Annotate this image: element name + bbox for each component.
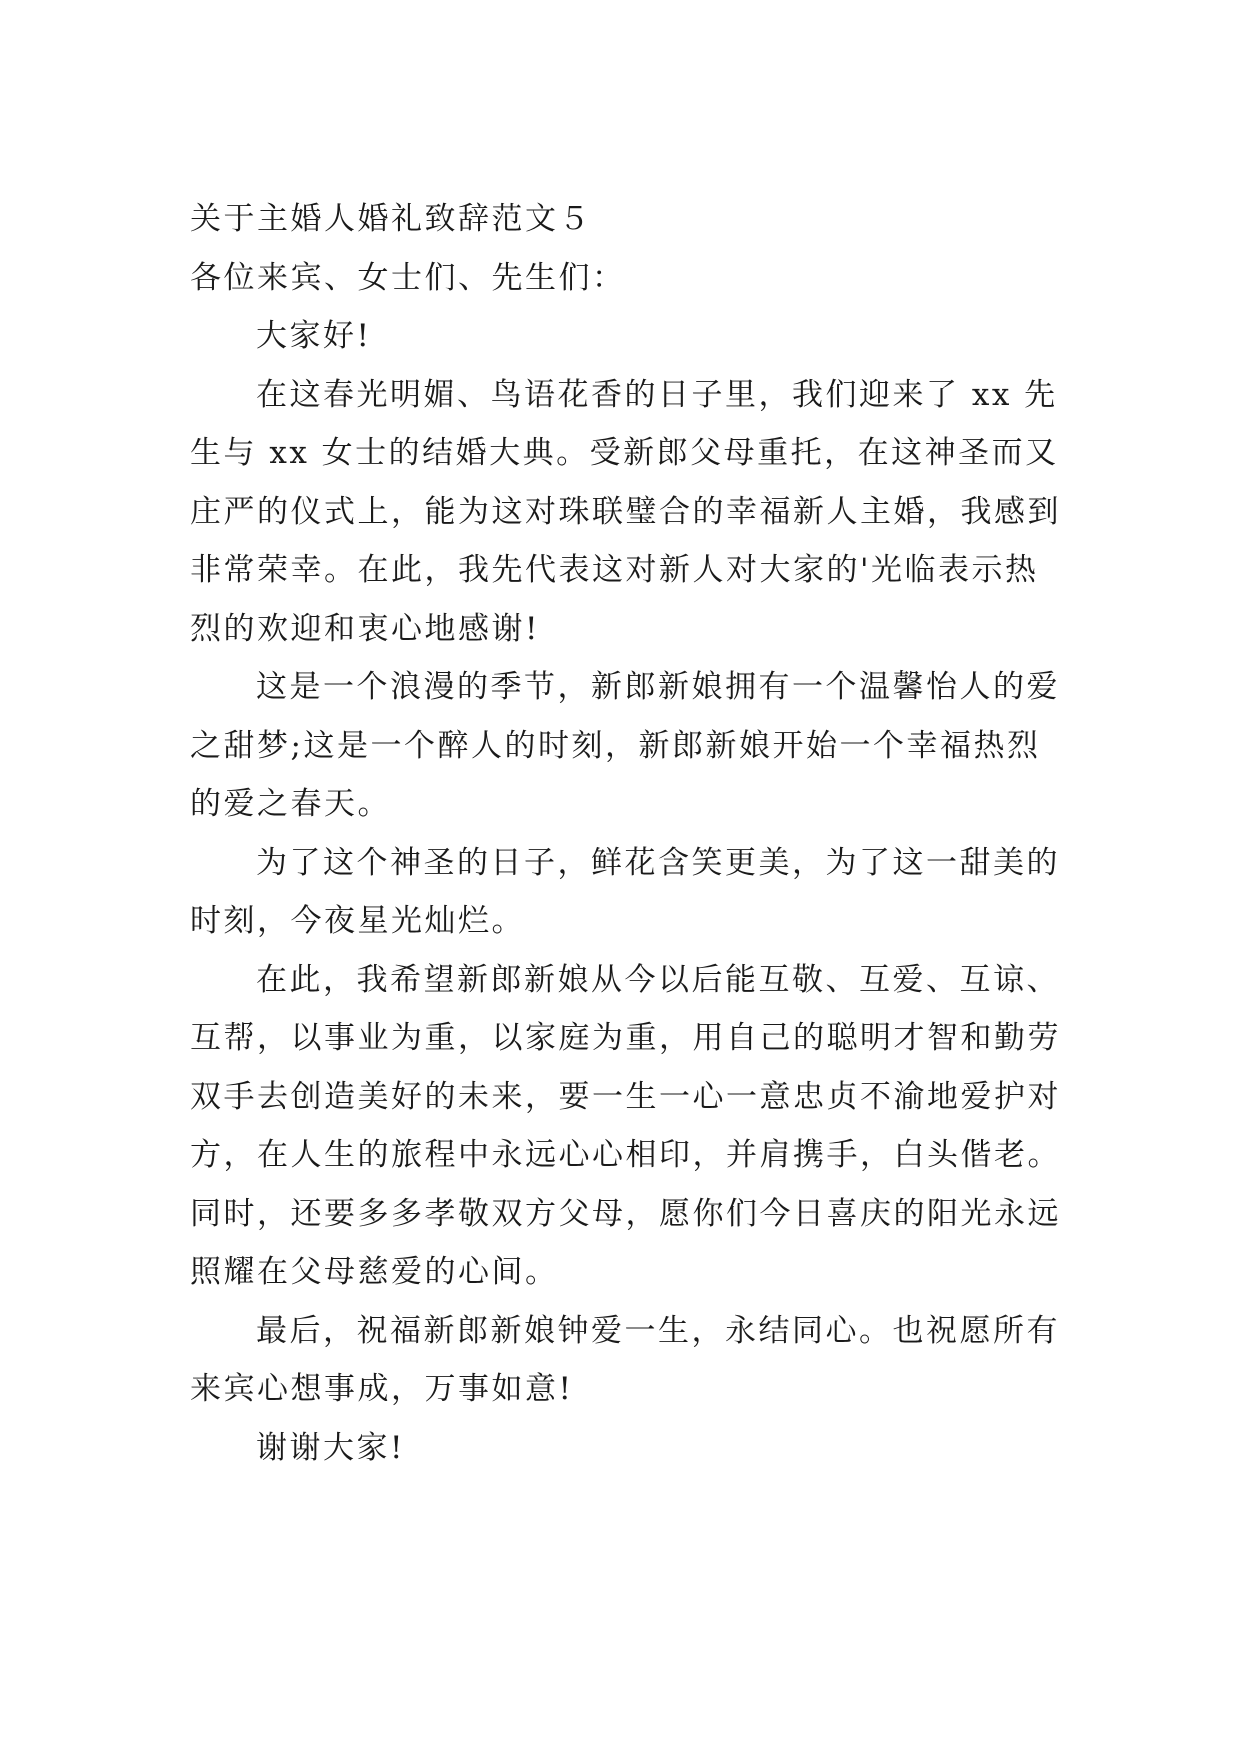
text-line: 这是一个浪漫的季节，新郎新娘拥有一个温馨怡人的爱 xyxy=(256,669,1060,705)
text-line: 同时，还要多多孝敬双方父母，愿你们今日喜庆的阳光永远 xyxy=(190,1195,1061,1232)
text-line: 来宾心想事成，万事如意! xyxy=(190,1371,574,1407)
text-line: 烈的欢迎和衷心地感谢! xyxy=(190,610,540,647)
text-line: 非常荣幸。在此，我先代表这对新人对大家的'光临表示热 xyxy=(190,552,1039,588)
text-line: 在此，我希望新郎新娘从今以后能互敬、互爱、互谅、 xyxy=(256,961,1060,998)
speech-text xyxy=(190,307,1070,1477)
text-line: 庄严的仪式上，能为这对珠联璧合的幸福新人主婚，我感到 xyxy=(190,493,1061,530)
document-body xyxy=(190,190,1070,1477)
text-line: 互帮，以事业为重，以家庭为重，用自己的聪明才智和勤劳 xyxy=(190,1020,1061,1056)
text-line: 双手去创造美好的未来，要一生一心一意忠贞不渝地爱护对 xyxy=(190,1078,1061,1115)
salutation: 各位来宾、女士们、先生们： xyxy=(190,259,626,296)
text-line: 生与 xx 女士的结婚大典。受新郎父母重托，在这神圣而又 xyxy=(190,435,1059,471)
document-title: 关于主婚人婚礼致辞范文５ xyxy=(190,201,592,237)
text-line: 的爱之春天。 xyxy=(190,786,391,822)
text-line: 大家好! xyxy=(256,318,372,354)
text-line: 谢谢大家! xyxy=(256,1429,405,1466)
text-line: 最后，祝福新郎新娘钟爱一生，永结同心。也祝愿所有 xyxy=(256,1312,1060,1349)
text-line: 照耀在父母慈爱的心间。 xyxy=(190,1254,559,1290)
text-line: 之甜梦;这是一个醉人的时刻，新郎新娘开始一个幸福热烈 xyxy=(190,727,1041,764)
text-line: 方，在人生的旅程中永远心心相印，并肩携手，白头偕老。 xyxy=(190,1137,1061,1173)
text-line: 时刻，今夜星光灿烂。 xyxy=(190,903,525,939)
text-line: 为了这个神圣的日子，鲜花含笑更美，为了这一甜美的 xyxy=(256,844,1060,881)
text-line: 在这春光明媚、鸟语花香的日子里，我们迎来了 xx 先 xyxy=(256,376,1058,413)
